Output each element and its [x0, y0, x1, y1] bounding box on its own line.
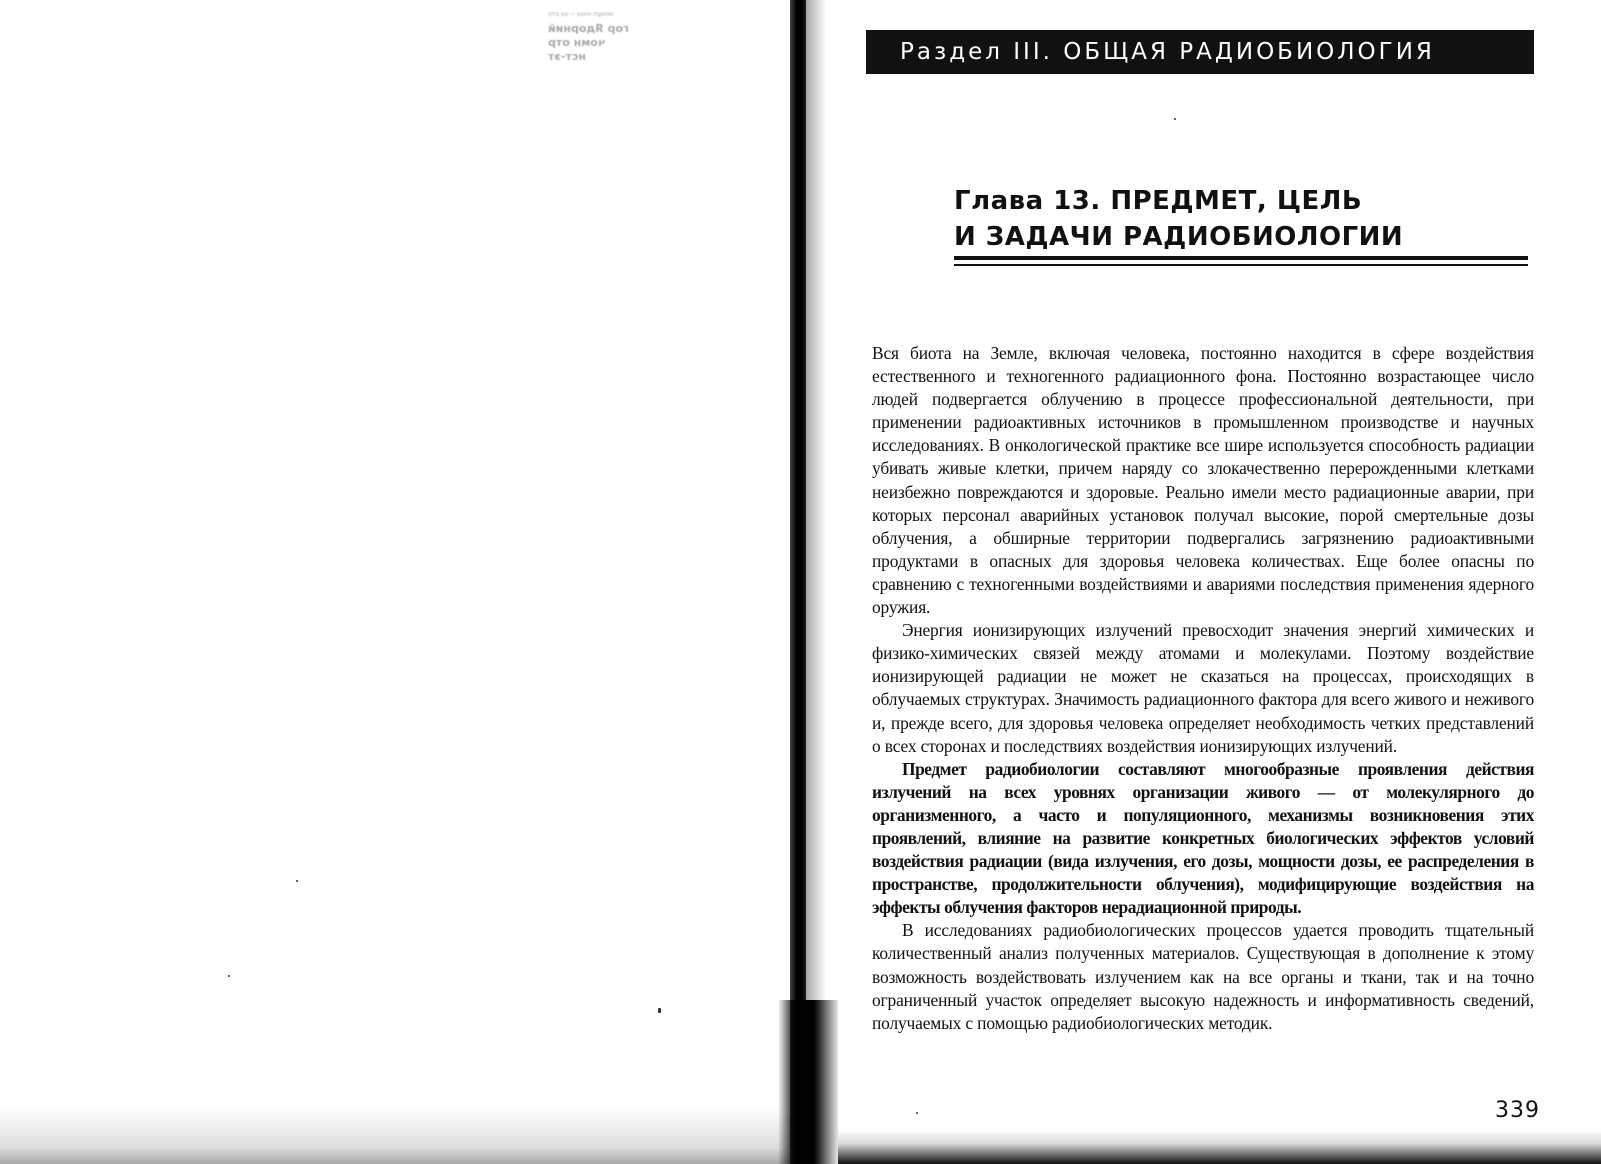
page-edge-shadow	[838, 1130, 1601, 1164]
binding-shadow	[790, 0, 806, 1164]
bleed-line: гор Ядорний	[548, 22, 629, 35]
bleed-line: чомн отр	[548, 36, 606, 49]
body-text	[872, 342, 1534, 1035]
chapter-title	[954, 183, 1554, 255]
bleed-line: нст-эт	[548, 50, 586, 63]
scan-speck	[296, 880, 298, 882]
chapter-title-line: И ЗАДАЧИ РАДИОБИОЛОГИИ	[954, 222, 1404, 252]
scan-speck	[1174, 118, 1176, 120]
scan-speck	[228, 975, 230, 977]
section-header: Раздел III. ОБЩАЯ РАДИОБИОЛОГИЯ	[866, 30, 1534, 74]
bleed-through-text	[548, 8, 718, 64]
binding-shadow-fade	[806, 0, 826, 1164]
chapter-title-line: Глава 13. ПРЕДМЕТ, ЦЕЛЬ	[954, 186, 1363, 216]
paragraph-bold: Предмет радиобиологии составляют многообразные проявления действия излучений на всех уровнях организации живого — от молекулярного до организменного, а часто и популяционного, механизмы возникновения этих проявлений, влияние на развитие конкретных биологических эффектов условий воздействия радиации (вида излучения, его дозы, мощности дозы, ее распределения в пространстве, продолжительности облучения), модифицирующие воздействия на эффекты облучения факторов нерадиационной природы.	[872, 758, 1534, 918]
paragraph: В исследованиях радиобиологических процессов удается проводить тщательный количественный анализ полученных материалов. Существующая в дополнение к этому возможность воздействовать излучением как на все органы и ткани, так и на точно ограниченный участок определяет высокую надежность и информативность сведений, получаемых с помощью радиобиологических методик.	[872, 920, 1534, 1033]
page-edge-shadow	[0, 1108, 800, 1164]
paragraph: Энергия ионизирующих излучений превосходит значения энергий химических и физико-химических связей между атомами и молекулами. Поэтому воздействие ионизирующей радиации не может не сказаться на процессах, происходящих в облучаемых структурах. Значимость радиационного фактора для всего живого и неживого и, прежде всего, для здоровья человека определяет необходимость четких представлений о всех сторонах и последствиях воздействия ионизирующих излучений.	[872, 620, 1534, 756]
left-page-blank	[0, 0, 800, 1164]
scan-speck	[916, 1112, 918, 1114]
bleed-line: мпнрп очоэ ~ нз отп	[548, 11, 614, 18]
binding-shadow-bottom	[778, 1000, 838, 1164]
title-rule	[954, 264, 1528, 266]
title-rule	[954, 256, 1528, 260]
scan-speck	[658, 1008, 661, 1013]
book-gutter	[778, 0, 838, 1164]
paragraph: Вся биота на Земле, включая человека, постоянно находится в сфере воздействия естественного и техногенного радиационного фона. Постоянно возрастающее число людей подвергается облучению в процессе профессиональной деятельности, при применении радиоактивных источников в промышленном производстве и научных исследованиях. В онкологической практике все шире используется способность радиации убивать живые клетки, причем наряду со злокачественно перерожденными клетками неизбежно повреждаются и здоровые. Реально имели место радиационные аварии, при которых персонал аварийных установок получал высокие, порой смертельные дозы облучения, а обширные территории подвергались загрязнению радиоактивными продуктами в опасных для здоровья человека количествах. Еще более опасны по сравнению с техногенными воздействиями и авариями последствия применения ядерного оружия.	[872, 343, 1534, 618]
right-page	[838, 0, 1601, 1164]
page-number: 339	[1495, 1098, 1540, 1123]
